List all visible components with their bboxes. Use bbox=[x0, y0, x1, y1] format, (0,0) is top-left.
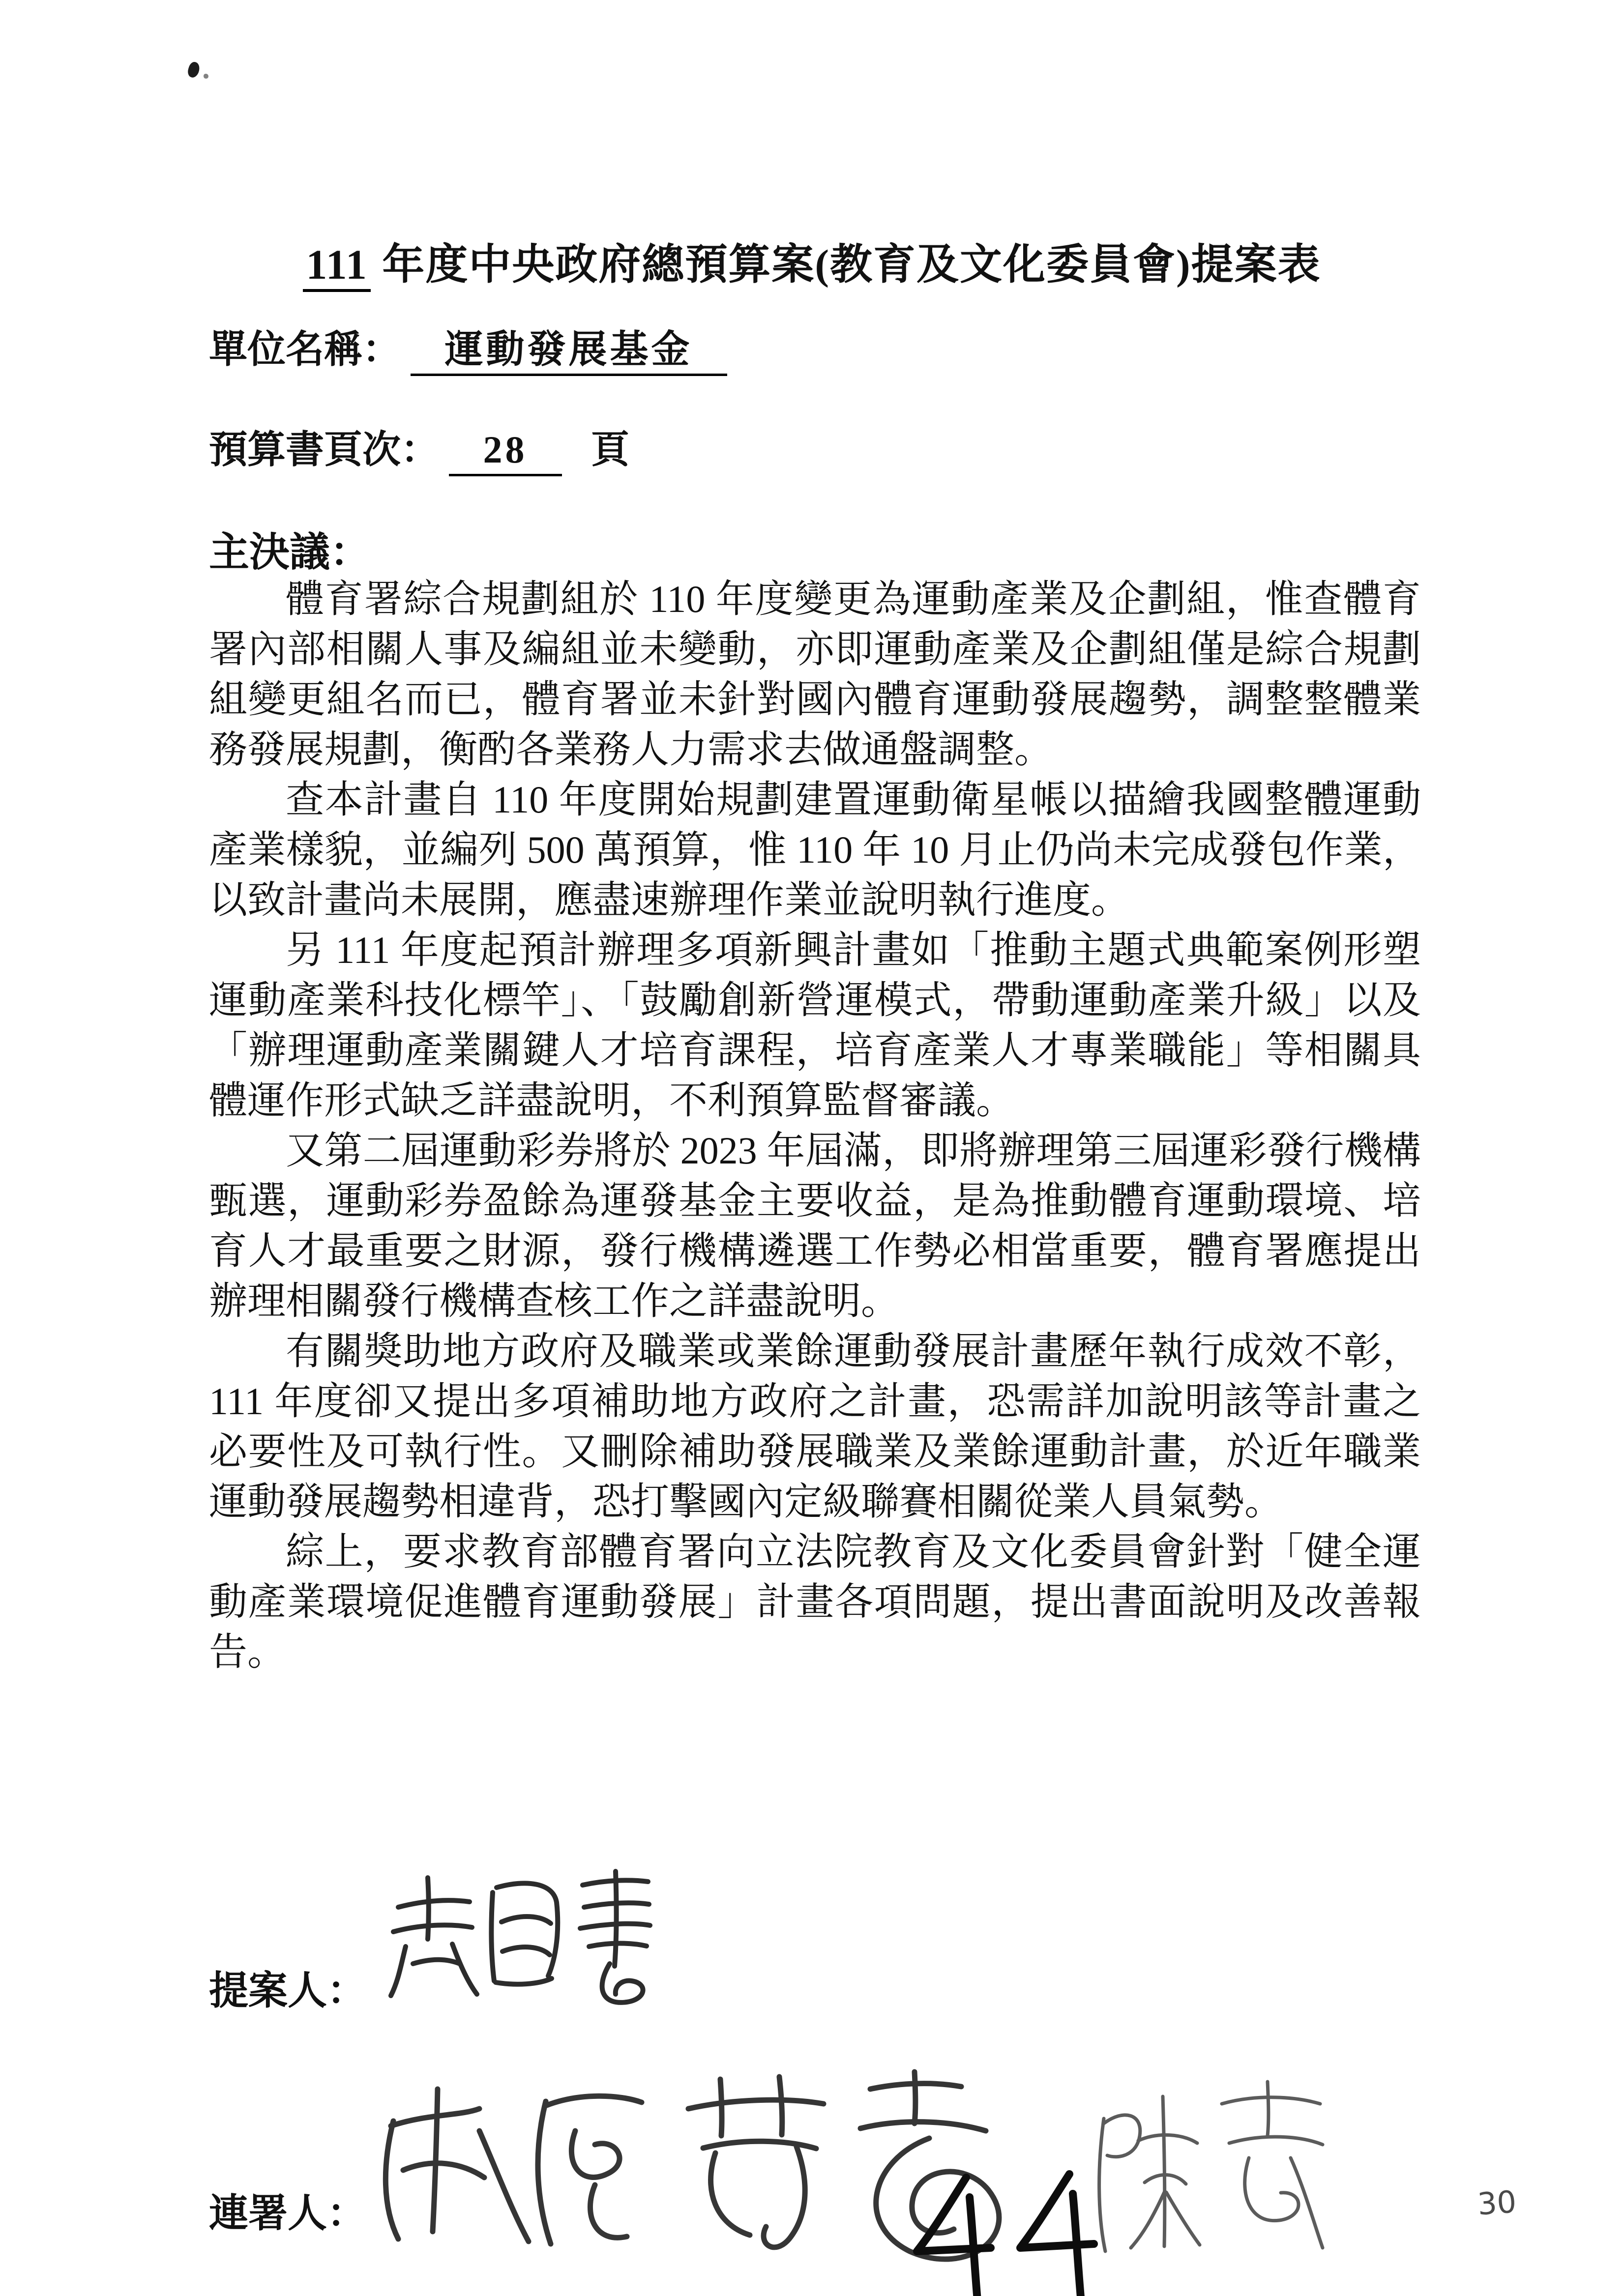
resolution-body bbox=[209, 574, 1421, 1677]
unit-name-field bbox=[209, 319, 727, 374]
handwritten-number bbox=[900, 2170, 1106, 2296]
title-text: 年度中央政府總預算案(教育及文化委員會)提案表 bbox=[370, 241, 1321, 288]
title-year-number: 111 bbox=[303, 241, 371, 292]
proposer-signature bbox=[379, 1865, 654, 2013]
corner-page-number: 30 bbox=[1476, 2183, 1518, 2222]
resolution-paragraph: 又第二屆運動彩券將於 2023 年屆滿，即將辦理第三屆運彩發行機構甄選，運動彩券盈餘為運發基金主要收益，是為推動體育運動環境、培育人才最重要之財源，發行機構遴選工作勢必相當重要，體育署應提出辦理相關發行機構查核工作之詳盡說明。 bbox=[209, 1129, 1421, 1322]
resolution-paragraph: 查本計畫自 110 年度開始規劃建置運動衛星帳以描繪我國整體運動產業樣貌，並編列 500 萬預算，惟 110 年 10 月止仍尚未完成發包作業，以致計畫尚未展開，應盡速辦理作業並說明執行進度。 bbox=[209, 778, 1421, 921]
cosigner-label: 連署人： bbox=[209, 2192, 366, 2236]
resolution-paragraph: 綜上，要求教育部體育署向立法院教育及文化委員會針對「健全運動產業環境促進體育運動發展」計畫各項問題，提出書面說明及改善報告。 bbox=[209, 1530, 1421, 1673]
scan-artifact bbox=[186, 60, 202, 79]
scan-artifact bbox=[204, 74, 208, 79]
budget-page-suffix: 頁 bbox=[591, 428, 630, 471]
resolution-paragraph: 有關獎助地方政府及職業或業餘運動發展計畫歷年執行成效不彰，111 年度卻又提出多項補助地方政府之計畫，恐需詳加說明該等計畫之必要性及可執行性。又刪除補助發展職業及業餘運動計畫，於近年職業運動發展趨勢相違背，恐打擊國內定級聯賽相關從業人員氣勢。 bbox=[209, 1330, 1421, 1523]
resolution-paragraph: 體育署綜合規劃組於 110 年度變更為運動產業及企劃組，惟查體育署內部相關人事及編組並未變動，亦即運動產業及企劃組僅是綜合規劃組變更組名而已，體育署並未針對國內體育運動發展趨勢，調整整體業務發展規劃，衡酌各業務人力需求去做通盤調整。 bbox=[209, 578, 1421, 771]
page-title bbox=[0, 230, 1624, 291]
budget-page-label: 預算書頁次： bbox=[209, 428, 440, 471]
resolution-heading: 主決議： bbox=[209, 530, 371, 575]
unit-name-value: 運動發展基金 bbox=[411, 328, 727, 376]
budget-page-value: 28 bbox=[449, 428, 562, 476]
cosigner-signatures bbox=[364, 2062, 1337, 2273]
unit-name-label: 單位名稱： bbox=[209, 328, 401, 371]
resolution-paragraph: 另 111 年度起預計辦理多項新興計畫如「推動主題式典範案例形塑運動產業科技化標竿」、「鼓勵創新營運模式，帶動運動產業升級」以及「辦理運動產業關鍵人才培育課程，培育產業人才專業職能」等相關具體運作形式缺乏詳盡說明，不利預算監督審議。 bbox=[209, 929, 1421, 1122]
proposer-label: 提案人： bbox=[209, 1970, 366, 2013]
budget-page-field bbox=[209, 419, 629, 474]
